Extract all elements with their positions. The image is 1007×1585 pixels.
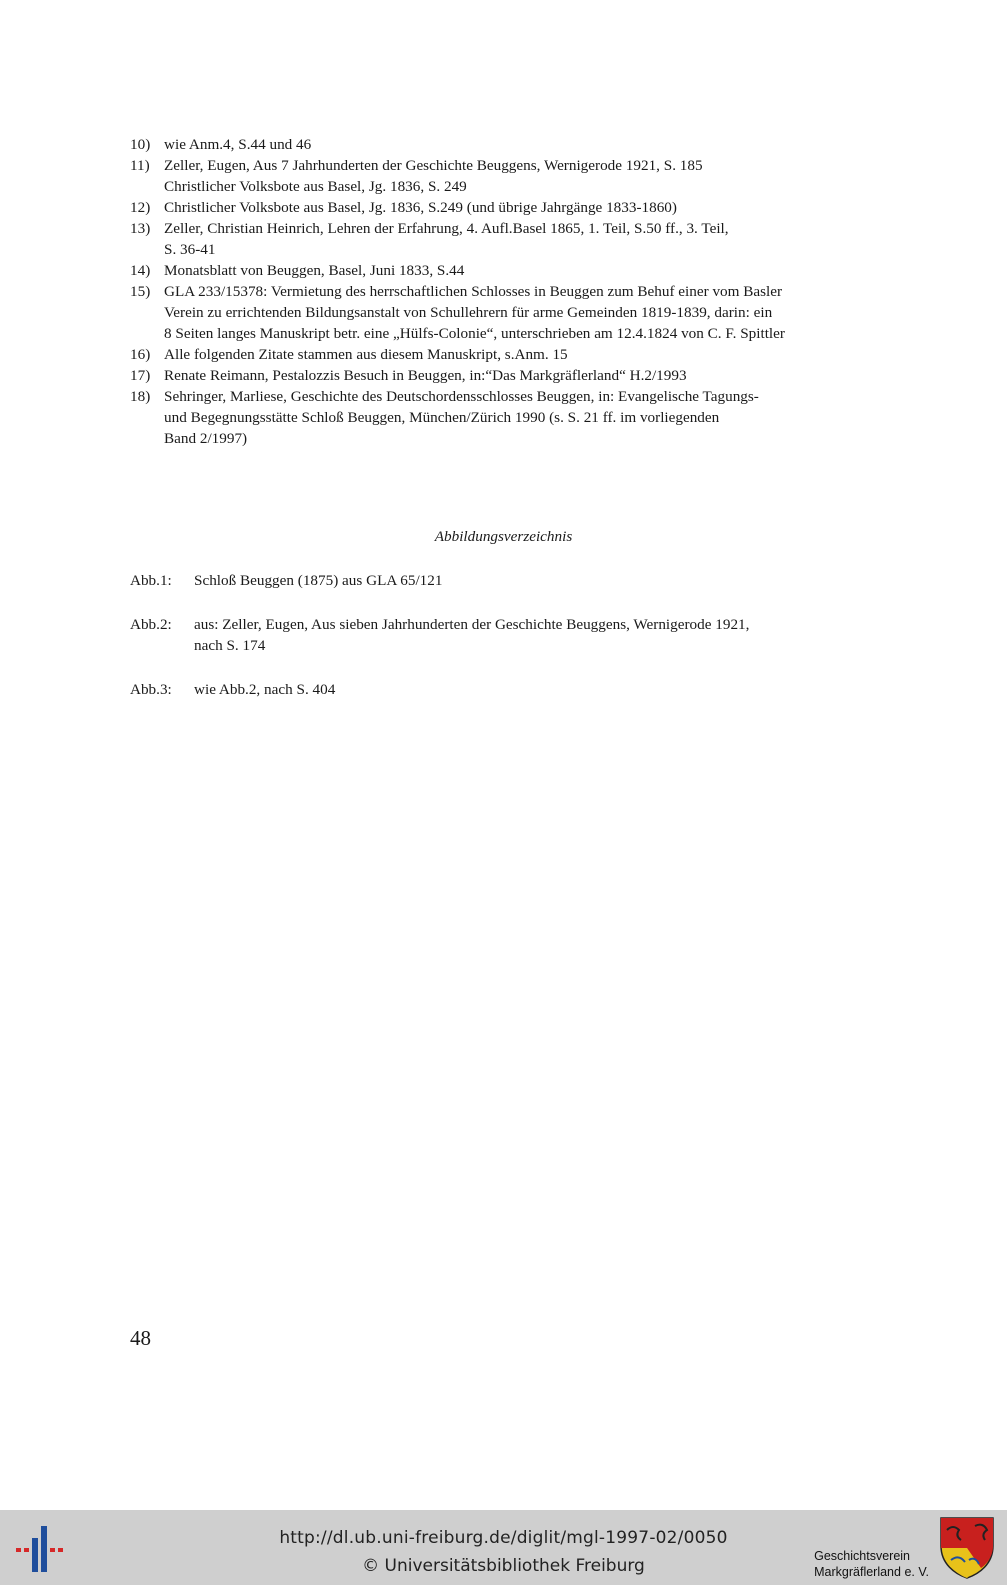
footnote-number: 11) bbox=[130, 157, 150, 174]
footnote-line: Christlicher Volksbote aus Basel, Jg. 1836, S.249 (und übrige Jahrgänge 1833-1860) bbox=[164, 199, 677, 216]
footnotes-list bbox=[130, 134, 876, 449]
footnote-line: Christlicher Volksbote aus Basel, Jg. 1836, S. 249 bbox=[164, 178, 467, 195]
figure-label: Abb.3: bbox=[130, 681, 172, 698]
footnote-14 bbox=[130, 260, 876, 281]
footnote-text bbox=[164, 134, 876, 155]
figure-entry-1 bbox=[130, 570, 870, 591]
footnote-line: Band 2/1997) bbox=[164, 430, 248, 447]
footnote-text bbox=[164, 281, 876, 344]
figure-caption-line: aus: Zeller, Eugen, Aus sieben Jahrhunderten der Geschichte Beuggens, Wernigerode 1921, bbox=[194, 616, 750, 633]
footnote-number: 12) bbox=[130, 199, 151, 216]
figure-caption-line: nach S. 174 bbox=[194, 637, 266, 654]
figure-caption bbox=[130, 614, 870, 656]
footnote-13 bbox=[130, 218, 876, 260]
figure-caption bbox=[130, 679, 870, 700]
figure-caption-line: wie Abb.2, nach S. 404 bbox=[194, 681, 336, 698]
figure-label: Abb.1: bbox=[130, 572, 172, 589]
society-name-line-1: Geschichtsverein bbox=[814, 1549, 910, 1563]
footnote-number: 10) bbox=[130, 136, 151, 153]
figure-label: Abb.2: bbox=[130, 616, 172, 633]
footnote-text bbox=[164, 260, 876, 281]
footnote-line: Sehringer, Marliese, Geschichte des Deutschordensschlosses Beuggen, in: Evangelische Tagungs- bbox=[164, 388, 759, 405]
footnote-number: 14) bbox=[130, 262, 151, 279]
coat-of-arms-icon bbox=[939, 1516, 995, 1580]
figure-entry-3 bbox=[130, 679, 870, 700]
footnote-line: Renate Reimann, Pestalozzis Besuch in Beuggen, in:“Das Markgräflerland“ H.2/1993 bbox=[164, 367, 687, 384]
footnote-line: Monatsblatt von Beuggen, Basel, Juni 1833, S.44 bbox=[164, 262, 465, 279]
footnote-line: GLA 233/15378: Vermietung des herrschaftlichen Schlosses in Beuggen zum Behuf einer vom Basler bbox=[164, 283, 783, 300]
figure-caption-line: Schloß Beuggen (1875) aus GLA 65/121 bbox=[194, 572, 443, 589]
footer-bar bbox=[0, 1510, 1007, 1585]
footnote-text bbox=[164, 218, 876, 260]
footnote-18 bbox=[130, 386, 876, 449]
footnote-text bbox=[164, 155, 876, 197]
footnote-line: Alle folgenden Zitate stammen aus diesem Manuskript, s.Anm. 15 bbox=[164, 346, 568, 363]
society-name bbox=[814, 1548, 929, 1580]
figure-entry-2 bbox=[130, 614, 870, 656]
footnote-number: 18) bbox=[130, 388, 151, 405]
footnote-number: 17) bbox=[130, 367, 151, 384]
copyright-text: © Universitätsbibliothek Freiburg bbox=[362, 1556, 645, 1576]
footnote-line: Zeller, Eugen, Aus 7 Jahrhunderten der Geschichte Beuggens, Wernigerode 1921, S. 185 bbox=[164, 157, 703, 174]
page-number: 48 bbox=[130, 1326, 151, 1350]
footnote-11 bbox=[130, 155, 876, 197]
source-url-link[interactable]: http://dl.ub.uni-freiburg.de/diglit/mgl-1997-02/0050 bbox=[279, 1528, 728, 1548]
footnote-12 bbox=[130, 197, 876, 218]
footnote-line: 8 Seiten langes Manuskript betr. eine „Hülfs-Colonie“, unterschrieben am 12.4.1824 von C. F. Spittler bbox=[164, 325, 785, 342]
figure-caption bbox=[130, 570, 870, 591]
footnote-number: 13) bbox=[130, 220, 151, 237]
footnote-line: Zeller, Christian Heinrich, Lehren der Erfahrung, 4. Aufl.Basel 1865, 1. Teil, S.50 ff., 3. Teil, bbox=[164, 220, 729, 237]
footnote-text bbox=[164, 386, 876, 449]
footnote-10 bbox=[130, 134, 876, 155]
footnote-line: Verein zu errichtenden Bildungsanstalt von Schullehrern für arme Gemeinden 1819-1839, darin: ein bbox=[164, 304, 773, 321]
footnote-16 bbox=[130, 344, 876, 365]
footnote-number: 15) bbox=[130, 283, 151, 300]
footnote-line: S. 36-41 bbox=[164, 241, 216, 258]
section-title: Abbildungsverzeichnis bbox=[434, 528, 573, 545]
footnote-text bbox=[164, 365, 876, 386]
footnote-15 bbox=[130, 281, 876, 344]
footnote-number: 16) bbox=[130, 346, 151, 363]
footnote-text bbox=[164, 344, 876, 365]
footnote-text bbox=[164, 197, 876, 218]
footnote-line: wie Anm.4, S.44 und 46 bbox=[164, 136, 312, 153]
footnote-17 bbox=[130, 365, 876, 386]
footnote-line: und Begegnungsstätte Schloß Beuggen, München/Zürich 1990 (s. S. 21 ff. im vorliegenden bbox=[164, 409, 720, 426]
society-name-line-2: Markgräflerland e. V. bbox=[814, 1565, 929, 1579]
